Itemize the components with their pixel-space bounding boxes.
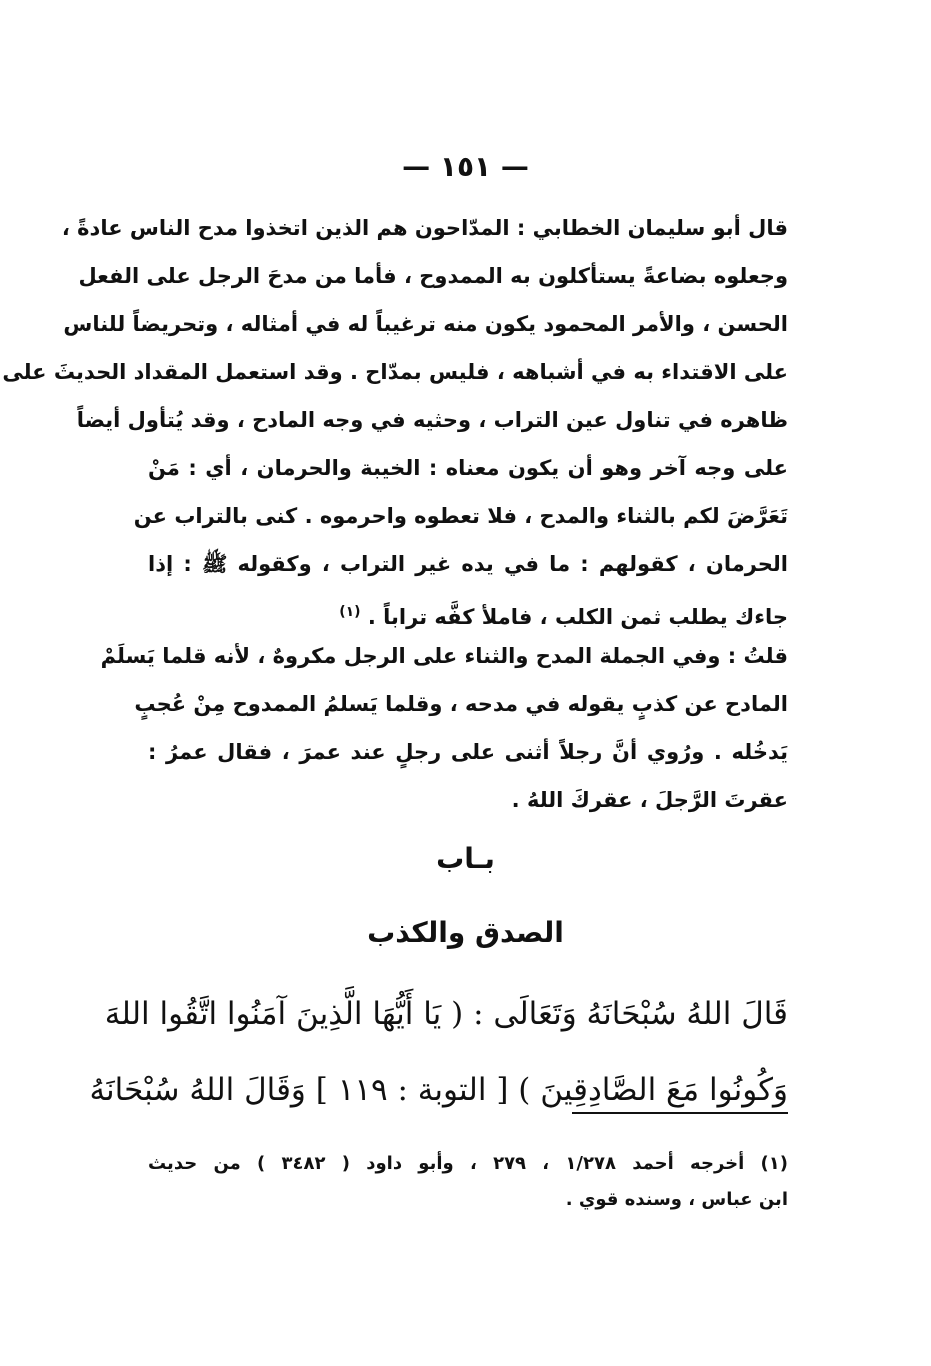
paragraph-khattabi (2, 204, 788, 636)
text-line: على وجه آخر وهو أن يكون معناه : الخيبة والحرمان ، أي : مَنْ (148, 456, 788, 480)
paragraph-qultu (100, 632, 788, 824)
chapter-title: الصدق والكذب (367, 916, 564, 949)
quran-line: قَالَ اللهُ سُبْحَانَهُ وَتَعَالَى : ( يَا أَيُّهَا الَّذِينَ آمَنُوا اتَّقُوا اللهَ (104, 996, 788, 1032)
footnote-line: (١) أخرجه أحمد ١/٢٧٨ ، ٢٧٩ ، وأبو داود ( ٣٤٨٢ ) من حديث (148, 1153, 789, 1174)
footnote-line: ابن عباس ، وسنده قوي . (565, 1189, 788, 1210)
text-line: المادح عن كذبٍ يقوله في مدحه ، وقلما يَسلمُ الممدوح مِنْ عُجبٍ (134, 692, 788, 716)
quran-verse-block (89, 976, 788, 1128)
text-line: قال أبو سليمان الخطابي : المدّاحون هم الذين اتخذوا مدح الناس عادةً ، (61, 216, 788, 240)
text-line: ظاهره في تناول عين التراب ، وحثيه في وجه المادح ، وقد يُتأول أيضاً (76, 408, 788, 432)
page-number: — ١٥١ — (402, 150, 529, 183)
text-line: تَعَرَّضَ لكم بالثناء والمدح ، فلا تعطوه واحرموه . كنى بالتراب عن (133, 504, 788, 528)
chapter-label: بـاب (436, 842, 495, 875)
text-line: على الاقتداء به في أشباهه ، فليس بمدّاح . وقد استعمل المقداد الحديثَ على (2, 360, 788, 384)
footnotes (148, 1146, 788, 1218)
text-line-content: جاءك يطلب ثمن الكلب ، فاملأ كفَّه تراباً . (367, 605, 788, 629)
text-line (148, 588, 788, 636)
text-line: الحرمان ، كقولهم : ما في يده غير التراب ، وكقوله ﷺ : إذا (148, 552, 788, 576)
text-line: يَدخُله . ورُوي أنَّ رجلاً أثنى على رجلٍ عند عمرَ ، فقال عمرُ : (148, 740, 788, 764)
text-line: قلتُ : وفي الجملة المدح والثناء على الرجل مكروهٌ ، لأنه قلما يَسلَمْ (100, 644, 788, 668)
footnote-divider (572, 1112, 788, 1114)
footnote-marker: (١) (339, 604, 361, 620)
text-line: الحسن ، والأمر المحمود يكون منه ترغيباً له في أمثاله ، وتحريضاً للناس (63, 312, 788, 336)
quran-line: وَكُونُوا مَعَ الصَّادِقِينَ ) [ التوبة : ١١٩ ] وَقَالَ اللهُ سُبْحَانَهُ (89, 1072, 788, 1108)
text-line: عقرتَ الرَّجلَ ، عقركَ اللهُ . (511, 788, 788, 812)
text-line: وجعلوه بضاعةً يستأكلون به الممدوح ، فأما من مدحَ الرجل على الفعل (78, 264, 788, 288)
